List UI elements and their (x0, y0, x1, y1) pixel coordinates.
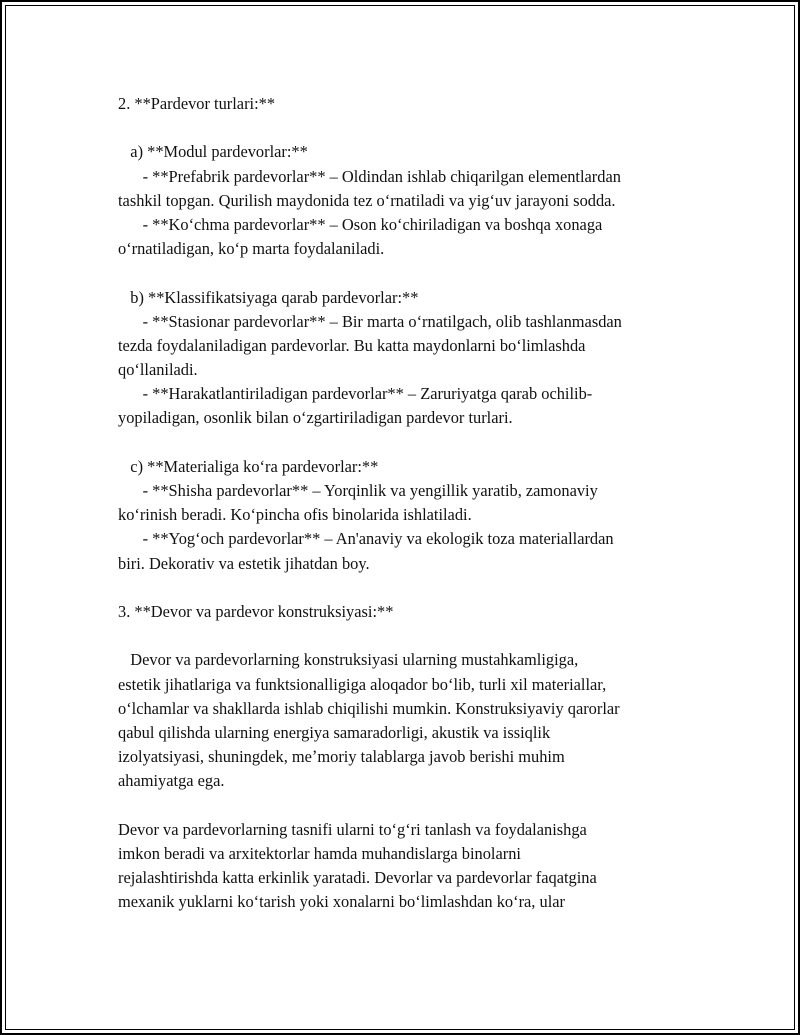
text-line: yopiladigan, osonlik bilan oʻzgartiriladigan pardevor turlari. (118, 408, 513, 428)
blank-line (118, 793, 718, 817)
text-line: - **Shisha pardevorlar** – Yorqinlik va yengillik yaratib, zamonaviy (118, 481, 598, 500)
text-line: koʻrinish beradi. Koʻpincha ofis binolarida ishlatiladi. (118, 505, 472, 525)
text-line: tashkil topgan. Qurilish maydonida tez oʻrnatiladi va yigʻuv jarayoni sodda. (118, 190, 616, 210)
text-line: oʻlchamlar va shakllarda ishlab chiqilishi mumkin. Konstruksiyaviy qarorlar (118, 698, 620, 718)
blank-line (118, 624, 718, 648)
text-line: imkon beradi va arxitektorlar hamda muhandislarga binolarni (118, 843, 521, 863)
blank-line (118, 431, 718, 455)
text-line: mexanik yuklarni koʻtarish yoki xonalarni boʻlimlashdan koʻra, ular (118, 892, 565, 912)
text-line: c) **Materialiga koʻra pardevorlar:** (118, 456, 379, 476)
blank-line (118, 576, 718, 600)
document-body (118, 92, 718, 914)
text-line: tezda foydalaniladigan pardevorlar. Bu katta maydonlarni boʻlimlashda (118, 335, 586, 355)
text-line: estetik jihatlariga va funktsionalligiga aloqador boʻlib, turli xil materiallar, (118, 674, 607, 694)
blank-line (118, 116, 718, 140)
text-line: rejalashtirishda katta erkinlik yaratadi. Devorlar va pardevorlar faqatgina (118, 868, 597, 887)
text-line: - **Koʻchma pardevorlar** – Oson koʻchiriladigan va boshqa xonaga (118, 214, 603, 234)
text-line: - **Harakatlantiriladigan pardevorlar** – Zaruriyatga qarab ochilib- (118, 384, 593, 404)
text-line: 3. **Devor va pardevor konstruksiyasi:** (118, 601, 394, 621)
text-line: qabul qilishda ularning energiya samaradorligi, akustik va issiqlik (118, 722, 551, 742)
text-line: oʻrnatiladigan, koʻp marta foydalaniladi. (118, 239, 385, 259)
blank-line (118, 261, 718, 285)
text-line: b) **Klassifikatsiyaga qarab pardevorlar:** (118, 287, 419, 307)
text-line: a) **Modul pardevorlar:** (118, 142, 308, 162)
text-line: ahamiyatga ega. (118, 771, 225, 791)
text-line: izolyatsiyasi, shuningdek, meʼmoriy talablarga javob berishi muhim (118, 747, 565, 767)
text-line: biri. Dekorativ va estetik jihatdan boy. (118, 553, 370, 573)
text-line: - **Yogʻoch pardevorlar** – An'anaviy va ekologik toza materiallardan (118, 529, 614, 549)
text-line: 2. **Pardevor turlari:** (118, 94, 276, 113)
text-line: Devor va pardevorlarning konstruksiyasi ularning mustahkamligiga, (118, 650, 579, 670)
text-line: qoʻllaniladi. (118, 360, 198, 380)
text-line: - **Stasionar pardevorlar** – Bir marta oʻrnatilgach, olib tashlanmasdan (118, 311, 622, 331)
text-line: - **Prefabrik pardevorlar** – Oldindan ishlab chiqarilgan elementlardan (118, 166, 621, 186)
text-line: Devor va pardevorlarning tasnifi ularni toʻgʻri tanlash va foydalanishga (118, 819, 587, 839)
